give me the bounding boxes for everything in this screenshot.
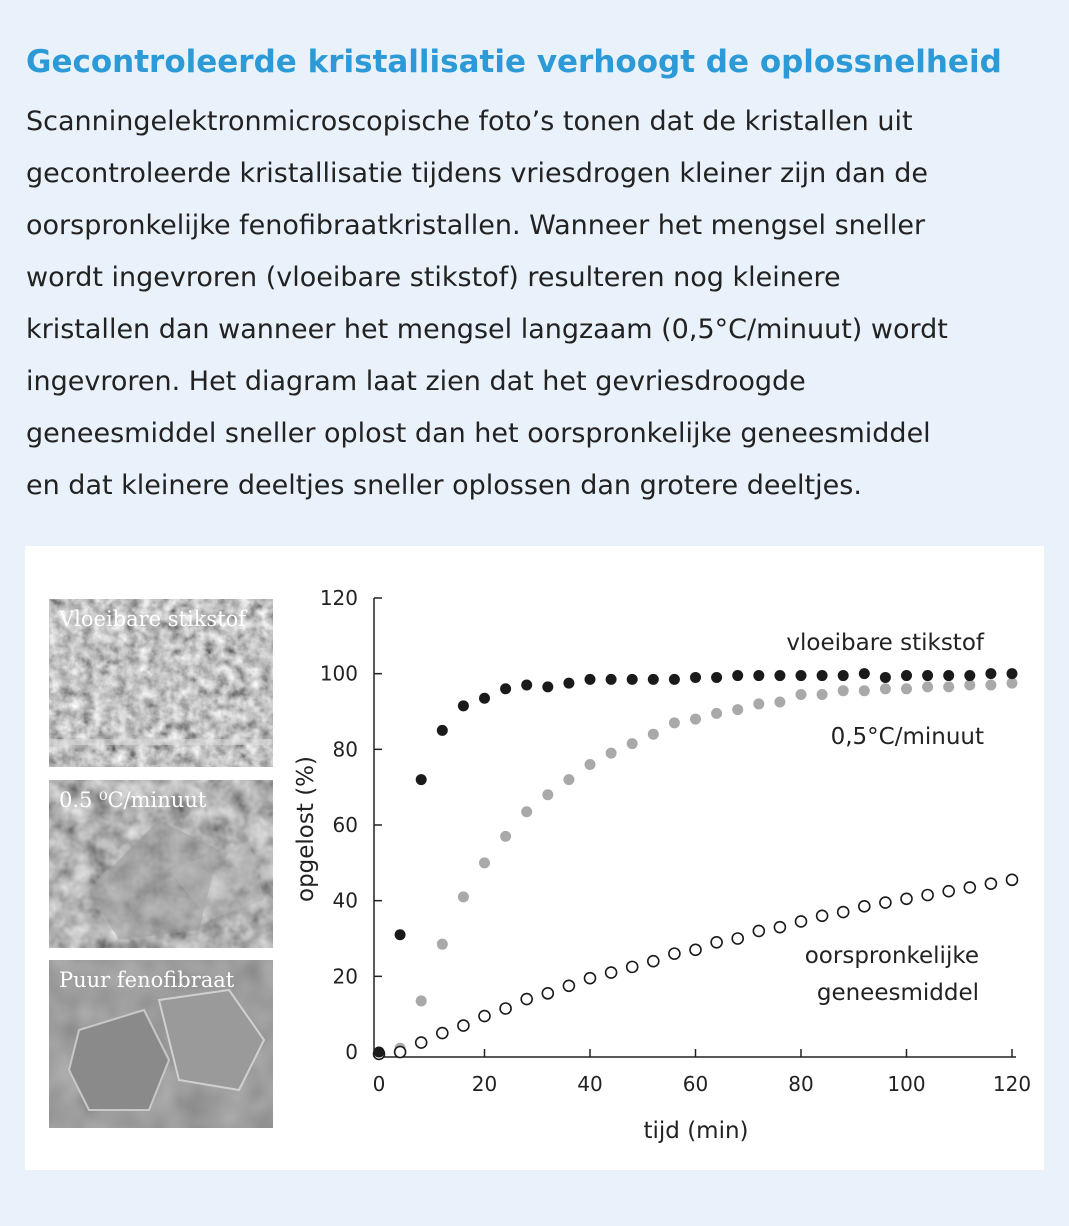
point-slow-freeze — [1007, 678, 1018, 689]
point-original-drug — [416, 1037, 427, 1048]
point-liquid-nitrogen — [943, 670, 954, 681]
intro-line: en dat kleinere deeltjes sneller oplossen dan grotere deeltjes. — [26, 470, 862, 501]
series-label-liquid-nitrogen: vloeibare stikstof — [786, 630, 984, 656]
intro-line: Scanningelektronmicroscopische foto’s tonen dat de kristallen uit — [26, 106, 913, 137]
intro-line: oorspronkelijke fenofibraatkristallen. Wanneer het mengsel sneller — [26, 210, 926, 241]
point-original-drug — [943, 886, 954, 897]
point-original-drug — [859, 901, 870, 912]
y-axis-label: opgelost (%) — [293, 756, 319, 902]
point-original-drug — [479, 1011, 490, 1022]
point-slow-freeze — [606, 748, 617, 759]
point-liquid-nitrogen — [796, 670, 807, 681]
point-liquid-nitrogen — [585, 674, 596, 685]
x-tick-label: 120 — [992, 1072, 1032, 1096]
point-liquid-nitrogen — [458, 700, 469, 711]
point-slow-freeze — [922, 681, 933, 692]
point-slow-freeze — [774, 697, 785, 708]
series-label-original-line1: oorspronkelijke — [804, 943, 979, 969]
point-original-drug — [542, 988, 553, 999]
x-axis-label: tijd (min) — [643, 1118, 749, 1144]
series-label-slow-freeze: 0,5°C/minuut — [830, 724, 984, 750]
point-original-drug — [922, 889, 933, 900]
point-slow-freeze — [732, 704, 743, 715]
point-liquid-nitrogen — [901, 670, 912, 681]
point-original-drug — [563, 980, 574, 991]
point-original-drug — [732, 933, 743, 944]
point-liquid-nitrogen — [732, 670, 743, 681]
point-original-drug — [458, 1020, 469, 1031]
point-original-drug — [521, 994, 532, 1005]
x-tick-label: 20 — [471, 1072, 498, 1096]
point-liquid-nitrogen — [880, 672, 891, 683]
point-slow-freeze — [437, 939, 448, 950]
point-liquid-nitrogen — [964, 670, 975, 681]
point-liquid-nitrogen — [774, 670, 785, 681]
point-slow-freeze — [669, 717, 680, 728]
y-tick-label: 0 — [345, 1040, 358, 1064]
point-original-drug — [500, 1003, 511, 1014]
intro-line: geneesmiddel sneller oplost dan het oorspronkelijke geneesmiddel — [26, 418, 931, 449]
point-liquid-nitrogen — [817, 670, 828, 681]
point-original-drug — [585, 973, 596, 984]
x-tick-label: 40 — [577, 1072, 603, 1096]
point-original-drug — [901, 893, 912, 904]
point-liquid-nitrogen — [690, 672, 701, 683]
point-slow-freeze — [585, 759, 596, 770]
intro-line: ingevroren. Het diagram laat zien dat het gevriesdroogde — [26, 366, 806, 397]
y-tick-label: 20 — [332, 964, 358, 989]
point-original-drug — [838, 907, 849, 918]
point-liquid-nitrogen — [542, 681, 553, 692]
point-liquid-nitrogen — [669, 674, 680, 685]
point-slow-freeze — [690, 714, 701, 725]
point-slow-freeze — [563, 774, 574, 785]
point-slow-freeze — [753, 698, 764, 709]
point-liquid-nitrogen — [606, 674, 617, 685]
point-liquid-nitrogen — [521, 680, 532, 691]
point-slow-freeze — [880, 683, 891, 694]
point-slow-freeze — [521, 806, 532, 817]
x-tick-label: 0 — [372, 1072, 386, 1096]
micrograph-caption: Puur fenofibraat — [59, 968, 235, 992]
series-label-original-line2: geneesmiddel — [816, 980, 979, 1006]
y-tick-label: 40 — [332, 888, 358, 913]
y-tick-label: 100 — [319, 661, 358, 686]
point-slow-freeze — [458, 891, 469, 902]
point-slow-freeze — [648, 729, 659, 740]
point-slow-freeze — [817, 689, 828, 700]
point-liquid-nitrogen — [985, 668, 996, 679]
point-original-drug — [964, 882, 975, 893]
point-liquid-nitrogen — [711, 672, 722, 683]
y-tick-label: 120 — [319, 586, 358, 610]
x-tick-label: 100 — [887, 1072, 926, 1096]
point-slow-freeze — [985, 680, 996, 691]
point-liquid-nitrogen — [753, 670, 764, 681]
point-original-drug — [985, 878, 996, 889]
point-original-drug — [753, 925, 764, 936]
page-title: Gecontroleerde kristallisatie verhoogt de oplossnelheid — [26, 44, 1002, 80]
point-liquid-nitrogen — [479, 693, 490, 704]
point-original-drug — [690, 944, 701, 955]
y-tick-labels — [320, 586, 358, 1064]
point-slow-freeze — [796, 689, 807, 700]
point-liquid-nitrogen — [627, 674, 638, 685]
point-liquid-nitrogen — [374, 1047, 385, 1058]
x-tick-labels — [373, 1072, 1031, 1096]
x-tick-label: 60 — [682, 1072, 709, 1096]
point-slow-freeze — [479, 857, 490, 868]
point-liquid-nitrogen — [1007, 668, 1018, 679]
point-slow-freeze — [627, 738, 638, 749]
point-liquid-nitrogen — [500, 683, 511, 694]
point-slow-freeze — [416, 995, 427, 1006]
point-slow-freeze — [711, 708, 722, 719]
point-original-drug — [817, 910, 828, 921]
point-slow-freeze — [964, 680, 975, 691]
point-original-drug — [627, 961, 638, 972]
point-liquid-nitrogen — [563, 678, 574, 689]
point-liquid-nitrogen — [922, 670, 933, 681]
point-slow-freeze — [943, 681, 954, 692]
point-slow-freeze — [859, 685, 870, 696]
point-slow-freeze — [500, 831, 511, 842]
point-slow-freeze — [542, 789, 553, 800]
point-original-drug — [669, 948, 680, 959]
point-slow-freeze — [838, 685, 849, 696]
point-liquid-nitrogen — [648, 674, 659, 685]
x-tick-label: 80 — [788, 1072, 814, 1096]
point-liquid-nitrogen — [395, 929, 406, 940]
micrograph-caption: Vloeibare stikstof — [59, 607, 247, 631]
point-liquid-nitrogen — [838, 670, 849, 681]
intro-line: gecontroleerde kristallisatie tijdens vriesdrogen kleiner zijn dan de — [26, 158, 928, 189]
point-original-drug — [606, 967, 617, 978]
point-liquid-nitrogen — [416, 774, 427, 785]
point-original-drug — [880, 897, 891, 908]
point-original-drug — [774, 922, 785, 933]
y-tick-label: 60 — [332, 813, 358, 837]
y-tick-label: 80 — [332, 737, 358, 762]
point-original-drug — [796, 916, 807, 927]
point-original-drug — [1007, 874, 1018, 885]
point-liquid-nitrogen — [859, 668, 870, 679]
intro-line: wordt ingevroren (vloeibare stikstof) resulteren nog kleinere — [26, 262, 841, 293]
point-slow-freeze — [901, 683, 912, 694]
point-liquid-nitrogen — [437, 725, 448, 736]
micrograph-caption: 0.5 ⁰C/minuut — [59, 788, 207, 812]
point-original-drug — [437, 1028, 448, 1039]
intro-line: kristallen dan wanneer het mengsel langzaam (0,5°C/minuut) wordt — [26, 314, 948, 345]
point-original-drug — [648, 956, 659, 967]
point-original-drug — [395, 1047, 406, 1058]
point-original-drug — [711, 937, 722, 948]
